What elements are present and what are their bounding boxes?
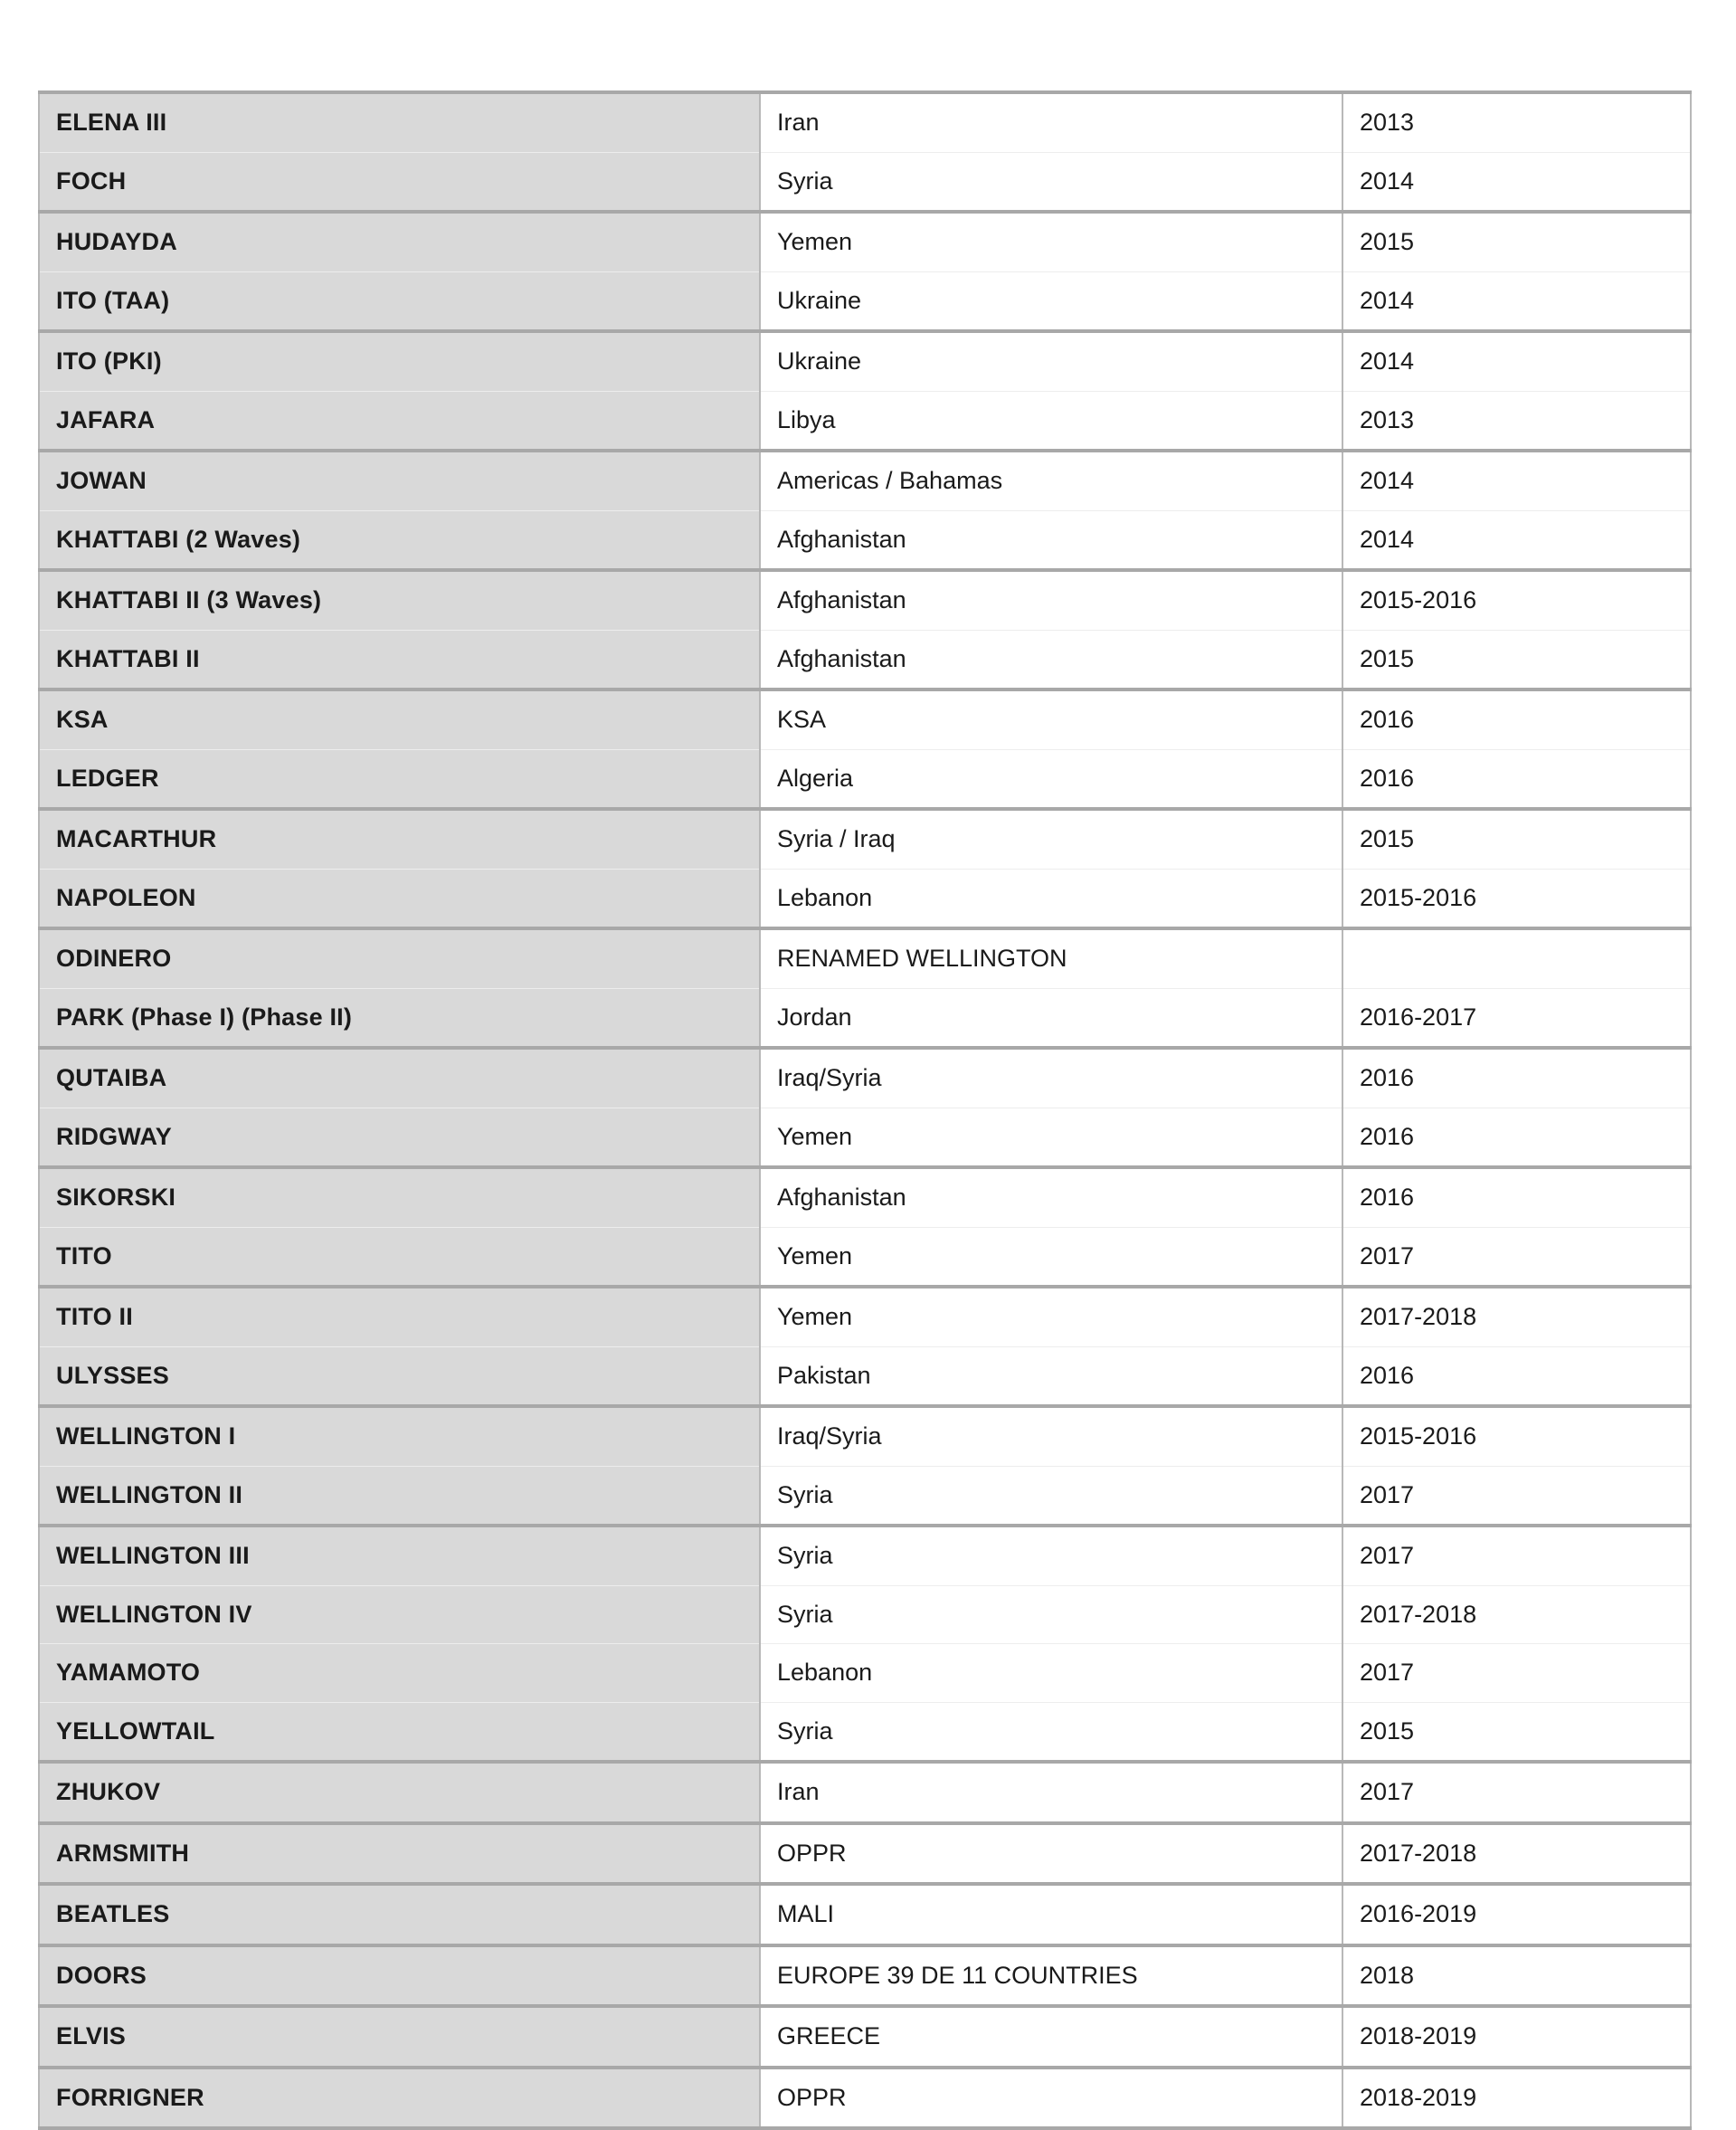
- country-cell: Syria / Iraq: [760, 809, 1342, 869]
- country-cell: Yemen: [760, 1108, 1342, 1167]
- country-cell: OPPR: [760, 2068, 1342, 2129]
- country-cell: Syria: [760, 1466, 1342, 1526]
- operation-name-cell: ELVIS: [39, 2006, 760, 2068]
- table-row: [39, 451, 1691, 510]
- year-cell: [1342, 928, 1691, 988]
- table-row: [39, 1884, 1691, 1945]
- operation-name-cell: QUTAIBA: [39, 1048, 760, 1108]
- country-cell: Syria: [760, 1585, 1342, 1644]
- operation-name-cell: YAMAMOTO: [39, 1644, 760, 1703]
- operation-name-cell: NAPOLEON: [39, 869, 760, 928]
- country-cell: Lebanon: [760, 869, 1342, 928]
- operation-name-cell: ITO (TAA): [39, 271, 760, 331]
- operation-name-cell: ARMSMITH: [39, 1823, 760, 1885]
- table-row: [39, 510, 1691, 570]
- country-cell: KSA: [760, 689, 1342, 749]
- year-cell: 2017: [1342, 1466, 1691, 1526]
- year-cell: 2015-2016: [1342, 570, 1691, 630]
- country-cell: Yemen: [760, 1287, 1342, 1346]
- table-row: [39, 2006, 1691, 2068]
- country-cell: Iran: [760, 1762, 1342, 1823]
- table-row: [39, 928, 1691, 988]
- operation-name-cell: TITO II: [39, 1287, 760, 1346]
- operation-name-cell: ELENA III: [39, 92, 760, 152]
- operation-name-cell: KHATTABI II: [39, 630, 760, 689]
- operation-name-cell: PARK (Phase I) (Phase II): [39, 988, 760, 1048]
- year-cell: 2016-2019: [1342, 1884, 1691, 1945]
- year-cell: 2017: [1342, 1644, 1691, 1703]
- year-cell: 2016: [1342, 749, 1691, 809]
- table-row: [39, 212, 1691, 271]
- country-cell: Iraq/Syria: [760, 1048, 1342, 1108]
- table-row: [39, 1945, 1691, 2007]
- country-cell: Jordan: [760, 988, 1342, 1048]
- country-cell: Afghanistan: [760, 570, 1342, 630]
- operation-name-cell: KHATTABI (2 Waves): [39, 510, 760, 570]
- year-cell: 2017: [1342, 1526, 1691, 1585]
- table-row: [39, 1048, 1691, 1108]
- table-row: [39, 1108, 1691, 1167]
- operation-name-cell: KHATTABI II (3 Waves): [39, 570, 760, 630]
- year-cell: 2014: [1342, 451, 1691, 510]
- table-row: [39, 630, 1691, 689]
- table-row: [39, 1466, 1691, 1526]
- country-cell: Libya: [760, 391, 1342, 451]
- year-cell: 2018-2019: [1342, 2068, 1691, 2129]
- year-cell: 2013: [1342, 92, 1691, 152]
- year-cell: 2017-2018: [1342, 1585, 1691, 1644]
- year-cell: 2016: [1342, 1167, 1691, 1227]
- operation-name-cell: LEDGER: [39, 749, 760, 809]
- country-cell: Ukraine: [760, 331, 1342, 391]
- table-row: [39, 749, 1691, 809]
- operation-name-cell: SIKORSKI: [39, 1167, 760, 1227]
- table-row: [39, 1287, 1691, 1346]
- country-cell: Syria: [760, 1702, 1342, 1762]
- table-row: [39, 1526, 1691, 1585]
- country-cell: Yemen: [760, 1227, 1342, 1287]
- country-cell: Ukraine: [760, 271, 1342, 331]
- operations-table: [38, 90, 1692, 2130]
- year-cell: 2015: [1342, 1702, 1691, 1762]
- year-cell: 2015: [1342, 212, 1691, 271]
- year-cell: 2015-2016: [1342, 869, 1691, 928]
- table-row: [39, 1762, 1691, 1823]
- operation-name-cell: ODINERO: [39, 928, 760, 988]
- year-cell: 2017: [1342, 1762, 1691, 1823]
- operation-name-cell: MACARTHUR: [39, 809, 760, 869]
- operation-name-cell: BEATLES: [39, 1884, 760, 1945]
- country-cell: RENAMED WELLINGTON: [760, 928, 1342, 988]
- table-row: [39, 689, 1691, 749]
- operation-name-cell: ZHUKOV: [39, 1762, 760, 1823]
- operation-name-cell: TITO: [39, 1227, 760, 1287]
- table-row: [39, 391, 1691, 451]
- country-cell: Afghanistan: [760, 1167, 1342, 1227]
- operation-name-cell: KSA: [39, 689, 760, 749]
- operation-name-cell: YELLOWTAIL: [39, 1702, 760, 1762]
- table-row: [39, 331, 1691, 391]
- country-cell: Iran: [760, 92, 1342, 152]
- country-cell: Iraq/Syria: [760, 1406, 1342, 1466]
- year-cell: 2017-2018: [1342, 1823, 1691, 1885]
- table-row: [39, 1702, 1691, 1762]
- table-row: [39, 1346, 1691, 1406]
- table-row: [39, 1227, 1691, 1287]
- operation-name-cell: HUDAYDA: [39, 212, 760, 271]
- year-cell: 2015: [1342, 809, 1691, 869]
- country-cell: Afghanistan: [760, 510, 1342, 570]
- operation-name-cell: JAFARA: [39, 391, 760, 451]
- operation-name-cell: FORRIGNER: [39, 2068, 760, 2129]
- country-cell: Syria: [760, 152, 1342, 212]
- operation-name-cell: WELLINGTON III: [39, 1526, 760, 1585]
- year-cell: 2016: [1342, 1346, 1691, 1406]
- table-row: [39, 869, 1691, 928]
- operation-name-cell: WELLINGTON IV: [39, 1585, 760, 1644]
- operation-name-cell: DOORS: [39, 1945, 760, 2007]
- table-row: [39, 271, 1691, 331]
- country-cell: Syria: [760, 1526, 1342, 1585]
- year-cell: 2015: [1342, 630, 1691, 689]
- country-cell: Pakistan: [760, 1346, 1342, 1406]
- table-row: [39, 1585, 1691, 1644]
- country-cell: Algeria: [760, 749, 1342, 809]
- table-row: [39, 809, 1691, 869]
- operation-name-cell: WELLINGTON II: [39, 1466, 760, 1526]
- table-row: [39, 1167, 1691, 1227]
- operation-name-cell: RIDGWAY: [39, 1108, 760, 1167]
- year-cell: 2016: [1342, 1048, 1691, 1108]
- operation-name-cell: ULYSSES: [39, 1346, 760, 1406]
- year-cell: 2014: [1342, 331, 1691, 391]
- operation-name-cell: FOCH: [39, 152, 760, 212]
- table-row: [39, 2068, 1691, 2129]
- table-row: [39, 1406, 1691, 1466]
- country-cell: EUROPE 39 DE 11 COUNTRIES: [760, 1945, 1342, 2007]
- country-cell: Lebanon: [760, 1644, 1342, 1703]
- table-row: [39, 988, 1691, 1048]
- table-row: [39, 1644, 1691, 1703]
- year-cell: 2013: [1342, 391, 1691, 451]
- table-row: [39, 570, 1691, 630]
- year-cell: 2016: [1342, 1108, 1691, 1167]
- year-cell: 2015-2016: [1342, 1406, 1691, 1466]
- year-cell: 2014: [1342, 271, 1691, 331]
- country-cell: Americas / Bahamas: [760, 451, 1342, 510]
- year-cell: 2016-2017: [1342, 988, 1691, 1048]
- country-cell: GREECE: [760, 2006, 1342, 2068]
- year-cell: 2017: [1342, 1227, 1691, 1287]
- operation-name-cell: JOWAN: [39, 451, 760, 510]
- year-cell: 2017-2018: [1342, 1287, 1691, 1346]
- operation-name-cell: WELLINGTON I: [39, 1406, 760, 1466]
- country-cell: OPPR: [760, 1823, 1342, 1885]
- operation-name-cell: ITO (PKI): [39, 331, 760, 391]
- country-cell: Afghanistan: [760, 630, 1342, 689]
- year-cell: 2016: [1342, 689, 1691, 749]
- operations-table-body: [39, 92, 1691, 2128]
- country-cell: Yemen: [760, 212, 1342, 271]
- year-cell: 2014: [1342, 510, 1691, 570]
- table-row: [39, 152, 1691, 212]
- year-cell: 2018: [1342, 1945, 1691, 2007]
- country-cell: MALI: [760, 1884, 1342, 1945]
- table-row: [39, 92, 1691, 152]
- year-cell: 2018-2019: [1342, 2006, 1691, 2068]
- year-cell: 2014: [1342, 152, 1691, 212]
- table-row: [39, 1823, 1691, 1885]
